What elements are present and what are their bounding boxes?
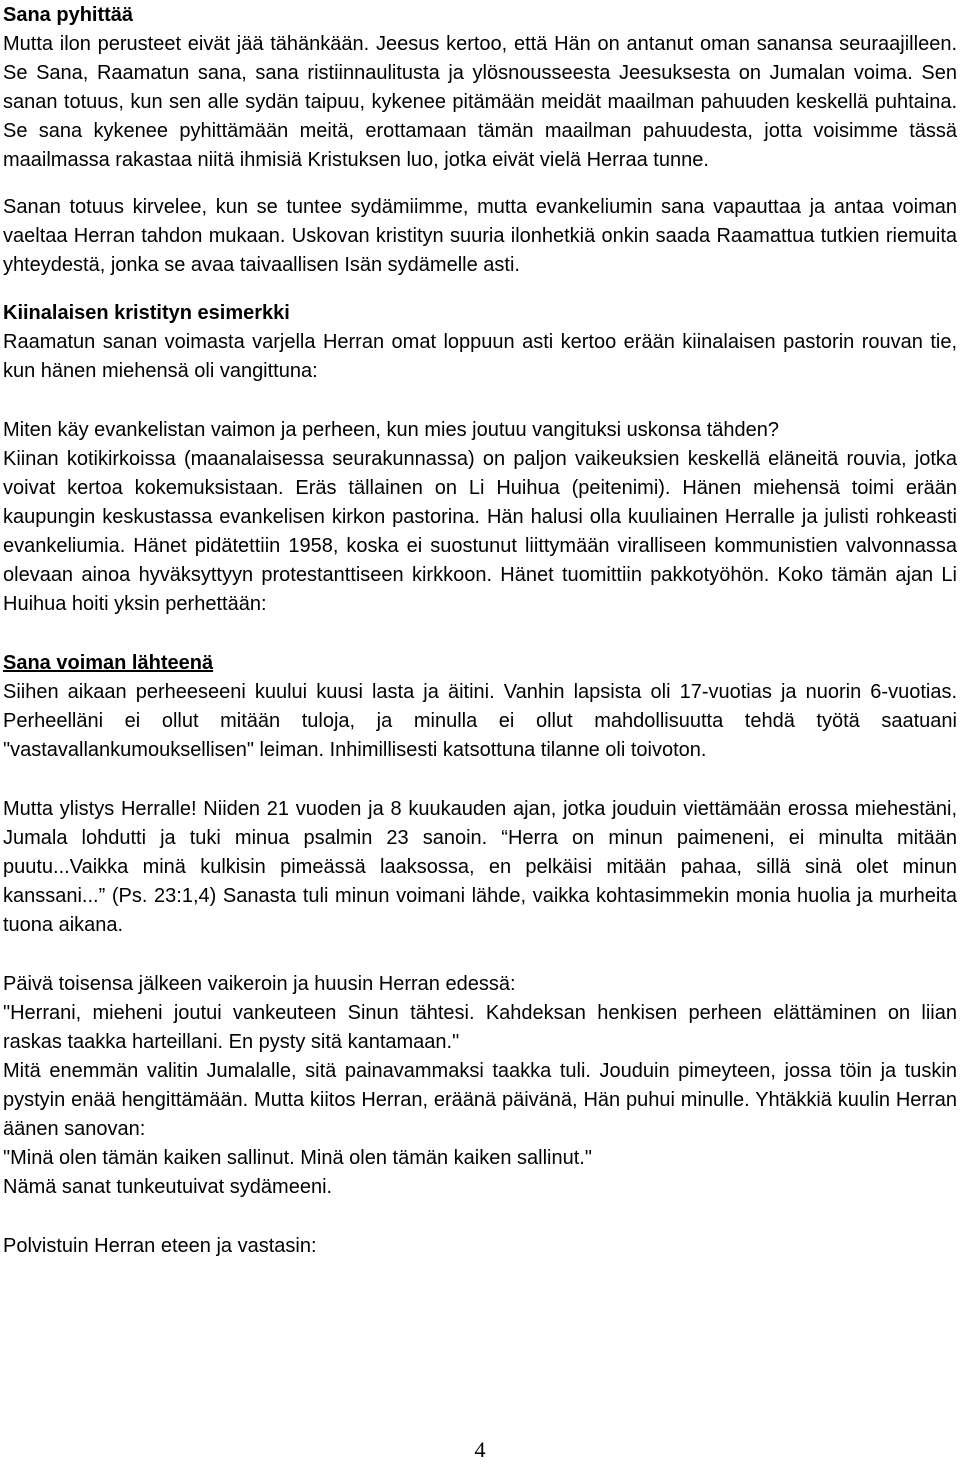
paragraph-ylistys: Mutta ylistys Herralle! Niiden 21 vuoden ja 8 kuukauden ajan, jotka jouduin viettämään erossa miehestäni, Jumala lohdutti ja tuki minua psalmin 23 sanoin. “Herra on minun paimeneni, ei minulta mitään puutu...Vaikka minä kulkisin pimeässä laaksossa, en pelkäisi mitään pahaa, sillä sinä olet minun kanssani...” (Ps. 23:1,4) Sanasta tuli minun voimani lähde, vaikka kohtasimmekin monia huolia ja murheita tuona aikana. bbox=[3, 798, 957, 936]
paragraph-kiinalainen-story: Kiinan kotikirkoissa (maanalaisessa seurakunnassa) on paljon vaikeuksien keskellä eläneitä rouvia, jotka voivat kertoa kokemuksistaan. Eräs tällainen on Li Huihua (peitenimi). Hänen miehensä toimi erään kaupungin keskustassa evankelisen kirkon pastorina. Hän halusi olla kuuliainen Herralle ja julisti rohkeasti evankeliumia. Hänet pidätettiin 1958, koska ei suostunut liittymään viralliseen kommunistien valvonnassa olevaan ainoa hyväksyttyyn protestanttiseen kirkkoon. Hänet tuomittiin pakkotyöhön. Koko tämän ajan Li Huihua hoiti yksin perhettään: bbox=[3, 448, 957, 615]
paragraph-prayer-block bbox=[3, 970, 957, 1202]
prayer-line-3: Mitä enemmän valitin Jumalalle, sitä painavammaksi taakka tuli. Jouduin pimeyteen, jossa töin ja tuskin pystyin enää hengittämään. Mutta kiitos Herran, eräänä päivänä, Hän puhui minulle. Yhtäkkiä kuulin Herran äänen sanovan: bbox=[3, 1060, 957, 1140]
prayer-line-4: "Minä olen tämän kaiken sallinut. Minä olen tämän kaiken sallinut." bbox=[3, 1147, 592, 1169]
heading-sana-pyhittaa: Sana pyhittää bbox=[3, 4, 134, 26]
paragraph-sana-pyhittaa-2: Sanan totuus kirvelee, kun se tuntee sydämiimme, mutta evankeliumin sana vapauttaa ja antaa voiman vaeltaa Herran tahdon mukaan. Uskovan kristityn suuria ilonhetkiä onkin saada Raamattua tutkien riemuita yhteydestä, jonka se avaa taivaallisen Isän sydämelle asti. bbox=[3, 196, 957, 276]
paragraph-question: Miten käy evankelistan vaimon ja perheen, kun mies joutuu vangituksi uskonsa tähden? bbox=[3, 419, 780, 441]
document-body bbox=[3, 1, 957, 1261]
paragraph-polvistuin: Polvistuin Herran eteen ja vastasin: bbox=[3, 1235, 317, 1257]
heading-kiinalaisen-kristityn-esimerkki: Kiinalaisen kristityn esimerkki bbox=[3, 302, 290, 324]
prayer-line-2: "Herrani, mieheni joutui vankeuteen Sinun tähtesi. Kahdeksan henkisen perheen elättäminen on liian raskas taakka harteillani. En pysty sitä kantamaan." bbox=[3, 1002, 957, 1053]
prayer-line-1: Päivä toisensa jälkeen vaikeroin ja huusin Herran edessä: bbox=[3, 973, 516, 995]
heading-sana-voiman-lahteena: Sana voiman lähteenä bbox=[3, 652, 214, 674]
page-number: 4 bbox=[474, 1437, 486, 1462]
document-page bbox=[3, 0, 957, 1473]
prayer-line-5: Nämä sanat tunkeutuivat sydämeeni. bbox=[3, 1176, 333, 1198]
paragraph-family: Siihen aikaan perheeseeni kuului kuusi lasta ja äitini. Vanhin lapsista oli 17-vuotias ja nuorin 6-vuotias. Perheelläni ei ollut mitään tuloja, ja minulla ei ollut mahdollisuutta tehdä työtä saatuani "vastavallankumouksellisen" leiman. Inhimillisesti katsottuna tilanne oli toivoton. bbox=[3, 681, 957, 761]
paragraph-sana-pyhittaa-1: Mutta ilon perusteet eivät jää tähänkään. Jeesus kertoo, että Hän on antanut oman sanansa seuraajilleen. Se Sana, Raamatun sana, sana ristiinnaulitusta ja ylösnousseesta Jeesuksesta on Jumalan voima. Sen sanan totuus, kun sen alle sydän taipuu, kykenee pitämään meidät maailman pahuuden keskellä puhtaina. Se sana kykenee pyhittämään meitä, erottamaan tämän maailman pahuudesta, jotta voisimme tässä maailmassa rakastaa niitä ihmisiä Kristuksen luo, jotka eivät vielä Herraa tunne. bbox=[3, 33, 957, 171]
paragraph-kiinalainen-intro: Raamatun sanan voimasta varjella Herran omat loppuun asti kertoo erään kiinalaisen pastorin rouvan tie, kun hänen miehensä oli vangittuna: bbox=[3, 331, 957, 382]
